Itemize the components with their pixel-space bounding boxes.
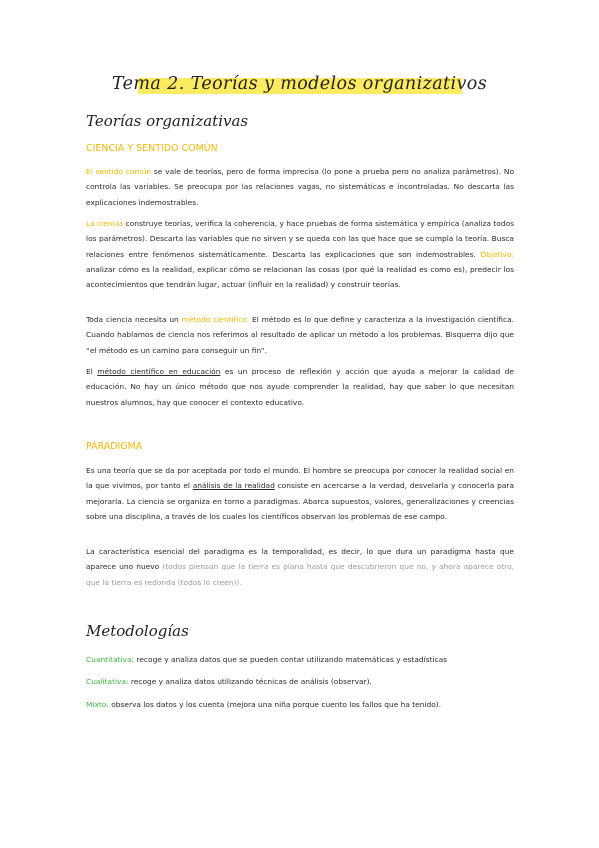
underlined-term: método científico en educación <box>97 367 221 376</box>
example-note: (todos piensan que la tierra es plana hasta que descubrieron que no, y ahora aparece otro, que la tierra es redonda (todos lo creen)). <box>86 562 514 587</box>
paragraph-ciencia <box>86 216 514 292</box>
paragraph-text: consiste en acercarse a la verdad, desvelarla y conocerla para mejorarla. La ciencia se organiza en torno a paradigmas. Abarca supuestos, valores, generalizaciones y creencias sobre una disciplina, a través de los cuales los científicos observan los problemas de ese campo. <box>86 481 515 521</box>
paragraph-text: construye teorías, verifica la coherencia, y hace pruebas de forma sistemática y empírica (analiza todos los parámetros). Descarta las variables que no sirven y se queda con las que hace que se cumpla la teoría. Busca relaciones entre fenómenos sistemáticamente. Descarta las explicaciones que son indemostrables. <box>86 219 515 259</box>
paragraph-text: Es una teoría que se da por aceptada por todo el mundo. El hombre se preocupa por conocer la realidad social en la que vivimos, por tanto el <box>86 466 514 491</box>
term-cuantitativa: Cuantitativa: <box>86 655 135 664</box>
paragraph-text: se vale de teorías, pero de forma imprecisa (lo pone a prueba pero no analiza parámetros). No controla las variables. Se preocupa por las relaciones vagas, no sistemáticas e incontroladas. No descarta las explicaciones indemostrables. <box>86 167 514 207</box>
method-text: recoge y analiza datos que se pueden contar utilizando matemáticas y estadísticas <box>134 655 448 664</box>
term-objetivo: Objetivo: <box>480 249 514 259</box>
paragraph-text: La característica esencial del paradigma es la temporalidad, es decir, lo que dura un paradigma hasta que aparece uno nuevo <box>86 547 514 572</box>
method-cualitativa <box>86 677 372 686</box>
subheading-paradigma: PARADIGMA <box>86 441 143 452</box>
term-sentido-comun: El sentido común <box>86 167 152 176</box>
page-title: Tema 2. Teorías y modelos organizativos <box>111 74 488 94</box>
paragraph-metodo <box>86 312 514 358</box>
paragraph-metodo-educacion <box>86 364 514 410</box>
paragraph-text: El <box>86 367 98 376</box>
paragraph-text: El método es lo que define y caracteriza a la investigación científica. Cuando hablamos de ciencia nos referimos al resultado de aplicar un método a los problemas. Bisquerra dijo que “el método es un camino para conseguir un fin”. <box>86 315 514 355</box>
method-mixto <box>86 700 441 709</box>
paragraph-paradigma <box>86 463 514 524</box>
term-metodo-cientifico: método científico. <box>181 315 250 324</box>
section-title-metodologias: Metodologías <box>86 622 189 640</box>
subheading-ciencia: CIENCIA Y SENTIDO COMÚN <box>86 143 218 154</box>
term-cualitativa: Cualitativa: <box>86 677 129 686</box>
paragraph-text: analizar cómo es la realidad, explicar cómo se relacionan las cosas (por qué la realidad es como es), predecir los acontecimientos que tendrán lugar, actuar (influir en la realidad) y construir teorías. <box>86 264 514 290</box>
term-ciencia: La ciencia <box>86 219 124 228</box>
paragraph-sentido-comun <box>86 164 514 210</box>
method-cuantitativa <box>86 655 447 664</box>
paragraph-temporalidad <box>86 544 514 590</box>
paragraph-text: Toda ciencia necesita un <box>86 315 182 324</box>
section-title-teorias: Teorías organizativas <box>86 112 249 130</box>
term-mixto: Mixto: <box>86 700 109 709</box>
method-text: observa los datos y los cuenta (mejora una niña porque cuento los fallos que ha tenido). <box>108 700 442 709</box>
paragraph-text: es un proceso de reflexión y acción que ayuda a mejorar la calidad de educación. No hay un único método que nos ayude comprender la realidad, hay que saber lo que necesitan nuestros alumnos, hay que conocer el contexto educativo. <box>86 367 514 407</box>
underlined-term: análisis de la realidad <box>192 481 275 491</box>
method-text: recoge y analiza datos utilizando técnicas de análisis (observar). <box>128 677 372 686</box>
